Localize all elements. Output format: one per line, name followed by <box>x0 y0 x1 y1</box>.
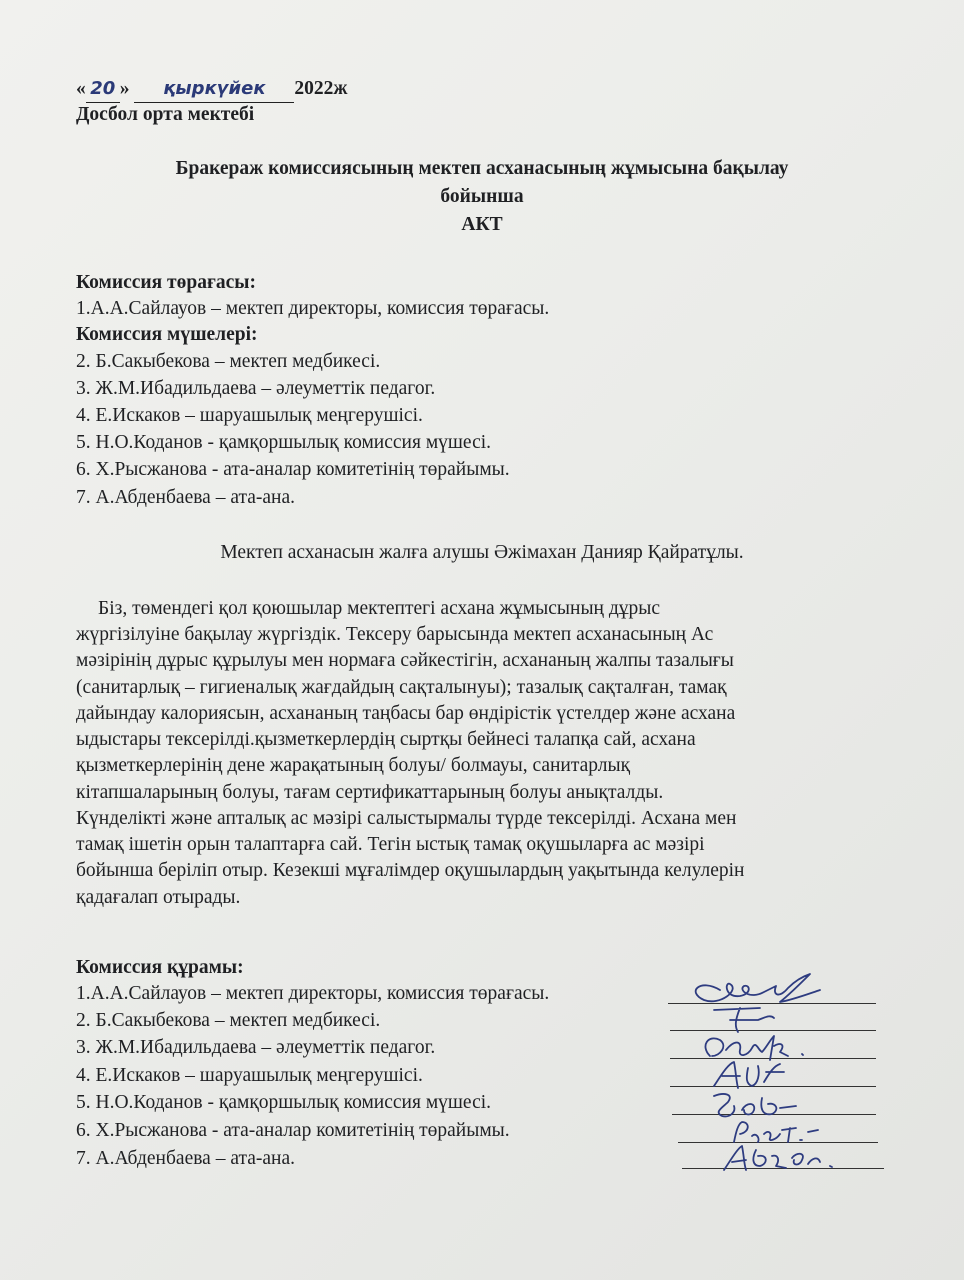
month-handwritten: қыркүйек <box>163 78 266 99</box>
composition-item: 1.А.А.Сайлауов – мектеп директоры, комиссия төрағасы. <box>76 983 550 1004</box>
paragraph-line: бойынша беріліп отыр. Кезекші мұғалімдер оқушылардың уақытында келулерін <box>76 860 745 881</box>
paragraph-line: жүргізілуіне бақылау жүргіздік. Тексеру барысында мектеп асханасының Ас <box>76 624 714 645</box>
paragraph-line: (санитарлық – гигиеналық жағдайдың сақталынуы); тазалық сақталған, тамақ <box>76 677 727 698</box>
composition-item: 6. Х.Рысжанова - ата-аналар комитетінің төрайымы. <box>76 1120 510 1141</box>
member-item: 3. Ж.М.Ибадильдаева – әлеуметтік педагог. <box>76 378 436 399</box>
date-open-quote: « <box>76 78 86 99</box>
year-text: 2022ж <box>294 78 348 99</box>
signature-7 <box>712 1140 842 1176</box>
paragraph-line: мәзірінің дұрыс құрылуы мен нормаға сәйкестігін, асхананың жалпы тазалығы <box>76 650 734 671</box>
paragraph-line: Біз, төмендегі қол қоюшылар мектептегі асхана жұмысының дұрыс <box>98 598 661 619</box>
member-item: 7. А.Абденбаева – ата-ана. <box>76 487 296 508</box>
paragraph-line: ыдыстары тексерілді.қызметкерлердің сыртқы бейнесі талапқа сай, асхана <box>76 729 696 750</box>
date-close-quote: » <box>119 78 130 99</box>
composition-item: 7. А.Абденбаева – ата-ана. <box>76 1148 296 1169</box>
paragraph-line: дайындау калориясын, асхананың таңбасы бар өндірістік үстелдер және асхана <box>76 703 736 724</box>
paragraph-line: тамақ ішетін орын талаптарға сай. Тегін ыстық тамақ оқушыларға ас мәзірі <box>76 834 705 855</box>
member-item: 2. Б.Сакыбекова – мектеп медбикесі. <box>76 351 381 372</box>
composition-item: 4. Е.Искаков – шаруашылық меңгерушісі. <box>76 1065 423 1086</box>
day-handwritten: 20 <box>90 78 116 99</box>
chair-text: 1.А.А.Сайлауов – мектеп директоры, комиссия төрағасы. <box>76 298 550 319</box>
paragraph-line: қадағалап отырады. <box>76 887 241 908</box>
composition-item: 3. Ж.М.Ибадильдаева – әлеуметтік педагог. <box>76 1037 436 1058</box>
date-line <box>76 76 348 103</box>
chair-heading: Комиссия төрағасы: <box>76 272 256 293</box>
school-name: Досбол орта мектебі <box>76 104 255 125</box>
day-blank <box>86 76 120 103</box>
month-blank <box>134 76 294 103</box>
composition-item: 5. Н.О.Коданов - қамқоршылық комиссия мүшесі. <box>76 1092 492 1113</box>
composition-item: 2. Б.Сакыбекова – мектеп медбикесі. <box>76 1010 381 1031</box>
member-item: 5. Н.О.Коданов - қамқоршылық комиссия мүшесі. <box>76 432 492 453</box>
title-line-1: Бракераж комиссиясының мектеп асханасының жұмысына бақылау <box>175 158 789 179</box>
member-item: 4. Е.Искаков – шаруашылық меңгерушісі. <box>76 405 423 426</box>
paragraph-line: Күнделікті және апталық ас мәзірі салыстырмалы түрде тексерілді. Асхана мен <box>76 808 737 829</box>
paragraph-line: қызметкерлерінің дене жарақатының болуы/ болмауы, санитарлық <box>76 755 631 776</box>
title-line-2: бойынша <box>440 186 524 207</box>
composition-heading: Комиссия құрамы: <box>76 957 244 978</box>
member-item: 6. Х.Рысжанова - ата-аналар комитетінің төрайымы. <box>76 459 510 480</box>
tenant-line: Мектеп асханасын жалға алушы Әжімахан Данияр Қайратұлы. <box>220 542 744 563</box>
title-line-3: АКТ <box>461 214 503 235</box>
paragraph-line: кітапшаларының болуы, тағам сертификаттарының болуы анықталды. <box>76 782 664 803</box>
members-heading: Комиссия мүшелері: <box>76 324 258 345</box>
